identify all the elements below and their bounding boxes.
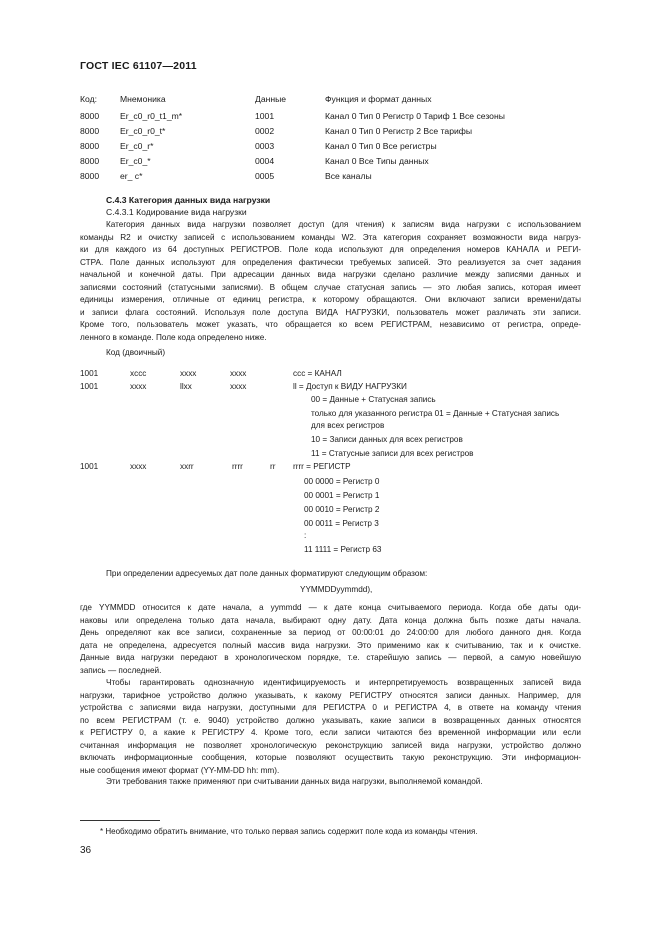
cell-mnemonic: Er_c0_r0_t* xyxy=(120,126,166,136)
header-data: Данные xyxy=(255,94,287,104)
footnote: * Необходимо обратить внимание, что только первая запись содержит поле кода из команды чтения. xyxy=(100,827,478,836)
register-option xyxy=(0,491,661,505)
text-line: ки для каждого из 64 доступных РЕГИСТРОВ. Поле кода используют для определения номеров КАНАЛА и РЕГИ- xyxy=(80,245,581,254)
text-line: дата не определена, адресуется полный массив вида нагрузки. Это применимо как к считыванию, так и к очистке. xyxy=(80,640,581,650)
text-line: включать информационные сообщения, которые позволяют осуществить такую реконструкцию. Эти информацион- xyxy=(80,753,581,762)
table-header-row xyxy=(0,94,661,108)
code-field: xxxx xyxy=(130,462,147,471)
cell-function: Канал 0 Тип 0 Все регистры xyxy=(325,141,437,151)
header-function: Функция и формат данных xyxy=(325,94,432,104)
code-meaning: rrrr = РЕГИСТР xyxy=(293,462,351,471)
option-text: 10 = Записи данных для всех регистров xyxy=(311,435,463,444)
cell-function: Канал 0 Все Типы данных xyxy=(325,156,429,166)
code-field: llxx xyxy=(180,382,192,391)
paragraph-register-identification xyxy=(80,677,581,777)
text-line: и записи флага состояний. Используя поле доступа ВИДА НАГРУЗКИ, пользователь может различать эти записи. xyxy=(80,307,581,317)
register-ellipsis xyxy=(0,531,661,545)
code-field: xxxx xyxy=(230,369,247,378)
text-line: запись — последней. xyxy=(80,665,162,675)
cell-data: 1001 xyxy=(255,111,275,121)
option-text: 11 1111 = Регистр 63 xyxy=(304,545,382,554)
cell-function: Канал 0 Тип 0 Регистр 0 Тариф 1 Все сезоны xyxy=(325,111,505,121)
text-line: Чтобы гарантировать однозначную идентифицируемость и интерпретируемость возвращенных записей вида xyxy=(106,678,581,687)
paragraph-date-definition xyxy=(80,602,581,677)
option-text: 00 0010 = Регистр 2 xyxy=(304,505,380,514)
section-heading: С.4.3 Категория данных вида нагрузки xyxy=(106,195,271,205)
cell-function: Все каналы xyxy=(325,171,372,181)
cell-data: 0002 xyxy=(255,126,275,136)
option-text: 00 0000 = Регистр 0 xyxy=(304,477,380,486)
option-text: для всех регистров xyxy=(311,421,385,430)
paragraph-requirements-note: Эти требования также применяют при считывании данных вида нагрузки, выполняемой командой. xyxy=(106,777,483,786)
cell-mnemonic: Er_c0_r0_t1_m* xyxy=(120,111,183,121)
cell-code: 8000 xyxy=(80,126,100,136)
option-text: 00 0011 = Регистр 3 xyxy=(304,519,379,528)
text-line: Категория данных вида нагрузки позволяет доступ (для чтения) к записям вида нагрузки с использованием xyxy=(106,220,581,229)
header-code: Код: xyxy=(80,94,97,104)
code-field: xccc xyxy=(130,369,147,378)
register-option xyxy=(0,545,661,559)
cell-code: 8000 xyxy=(80,156,100,166)
text-line: единицы измерения, отличные от единиц регистра, к которому обращаются. Они включают записи времени/даты xyxy=(80,295,581,304)
text-line: Кроме того, пользователь может указать, что обращается ко всем РЕГИСТРАМ, независимо от регистра, опреде- xyxy=(80,320,581,329)
load-access-option xyxy=(0,449,661,463)
code-field: 1001 xyxy=(80,462,99,471)
date-format-intro: При определении адресуемых дат поле данных форматируют следующим образом: xyxy=(106,569,428,578)
code-meaning: ccc = КАНАЛ xyxy=(293,369,342,378)
cell-mnemonic: Er_c0_r* xyxy=(120,141,154,151)
code-field: xxxx xyxy=(130,382,147,391)
code-row xyxy=(0,382,661,396)
text-line: устройства с записями вида нагрузки, доступными для РЕГИСТРА 0 и РЕГИСТРА 4, в ответе на команду чтения xyxy=(80,703,581,712)
paragraph-load-profile-intro xyxy=(80,219,581,344)
text-line: ные сообщения имеют формат (YY-MM-DD hh: mm). xyxy=(80,765,280,775)
load-access-option xyxy=(0,395,661,409)
subsection-heading: С.4.3.1 Кодирование вида нагрузки xyxy=(106,207,247,217)
document-title: ГОСТ IEC 61107—2011 xyxy=(80,60,197,72)
text-line: к РЕГИСТРУ 0, а какие к РЕГИСТРУ 4. Кроме того, если записи читаются без временной информации или если xyxy=(80,728,581,737)
code-field: 1001 xyxy=(80,369,99,378)
option-text: только для указанного регистра 01 = Данные + Статусная запись xyxy=(311,409,560,418)
code-field: 1001 xyxy=(80,382,99,391)
register-option xyxy=(0,505,661,519)
code-row-register xyxy=(0,462,661,476)
table-row xyxy=(0,156,661,170)
register-option xyxy=(0,477,661,491)
text-line: по всем РЕГИСТРАМ (т. е. 9040) устройство должно указывать, какие записи в возвращенных данных относятся xyxy=(80,715,581,725)
date-format-pattern: YYMMDDyymmdd), xyxy=(300,585,373,594)
cell-data: 0003 xyxy=(255,141,275,151)
text-line: начальной и конечной даты. При адресации данных вида нагрузки сделано различие между записями данных и xyxy=(80,270,581,279)
text-line: нагрузки, тарифное устройство должно указывать, к какому РЕГИСТРУ относятся записи данных. Например, для xyxy=(80,690,581,700)
option-text: 00 = Данные + Статусная запись xyxy=(311,395,436,404)
code-field: rr xyxy=(270,462,276,471)
text-line: наковы или определена только дата начала, выбирают одну дату. Дата конца должна быть позже даты начала. xyxy=(80,615,581,625)
code-row xyxy=(0,369,661,383)
code-field: xxxx xyxy=(230,382,247,391)
load-access-option xyxy=(0,421,661,435)
header-mnemonic: Мнемоника xyxy=(120,94,166,104)
text-line: считанная информация не позволяет хронологическую реконструкцию записей вида нагрузки, устройство должно xyxy=(80,740,581,750)
cell-code: 8000 xyxy=(80,171,100,181)
table-row xyxy=(0,111,661,125)
cell-code: 8000 xyxy=(80,111,100,121)
cell-mnemonic: er_ c* xyxy=(120,171,143,181)
text-line: День определяют как все записи, сохраненные за период от 00:00:01 до 24:00:00 для любого данного дня. Когда xyxy=(80,628,581,637)
text-line: команды R2 и очистку записей с использованием команды W2. Эта категория сохраняет возможности вида нагруз- xyxy=(80,232,581,242)
cell-code: 8000 xyxy=(80,141,100,151)
text-line: где YYMMDD относится к дате начала, а yymmdd — к дате конца считываемого периода. Когда обе даты оди- xyxy=(80,603,581,612)
code-field: xxrr xyxy=(180,462,194,471)
text-line: ленного в команде. Поле кода определено ниже. xyxy=(80,332,267,342)
option-text: 00 0001 = Регистр 1 xyxy=(304,491,380,500)
page-number: 36 xyxy=(80,845,92,856)
code-field: xxxx xyxy=(180,369,197,378)
code-field: rrrr xyxy=(232,462,243,471)
table-row xyxy=(0,141,661,155)
text-line: Данные вида нагрузки передают в хронологическом порядке, т.е. старейшую запись — первой, а самую новейшую xyxy=(80,653,581,662)
text-line: СТРА. Поле данных используют для определения фактически требуемых записей. Это реализуется за счет задания xyxy=(80,257,581,267)
table-row xyxy=(0,171,661,185)
cell-data: 0005 xyxy=(255,171,275,181)
load-access-option xyxy=(0,435,661,449)
option-text: 11 = Статусные записи для всех регистров xyxy=(311,449,474,458)
code-meaning: ll = Доступ к ВИДУ НАГРУЗКИ xyxy=(293,382,407,391)
binary-code-label: Код (двоичный) xyxy=(106,348,166,357)
option-text: : xyxy=(304,531,307,540)
text-line: записями состояний (статусными записями). В общем случае статусная запись — это любая запись, которая имеет xyxy=(80,282,581,292)
cell-mnemonic: Er_c0_* xyxy=(120,156,151,166)
footnote-divider xyxy=(80,820,160,821)
cell-data: 0004 xyxy=(255,156,275,166)
cell-function: Канал 0 Тип 0 Регистр 2 Все тарифы xyxy=(325,126,473,136)
table-row xyxy=(0,126,661,140)
